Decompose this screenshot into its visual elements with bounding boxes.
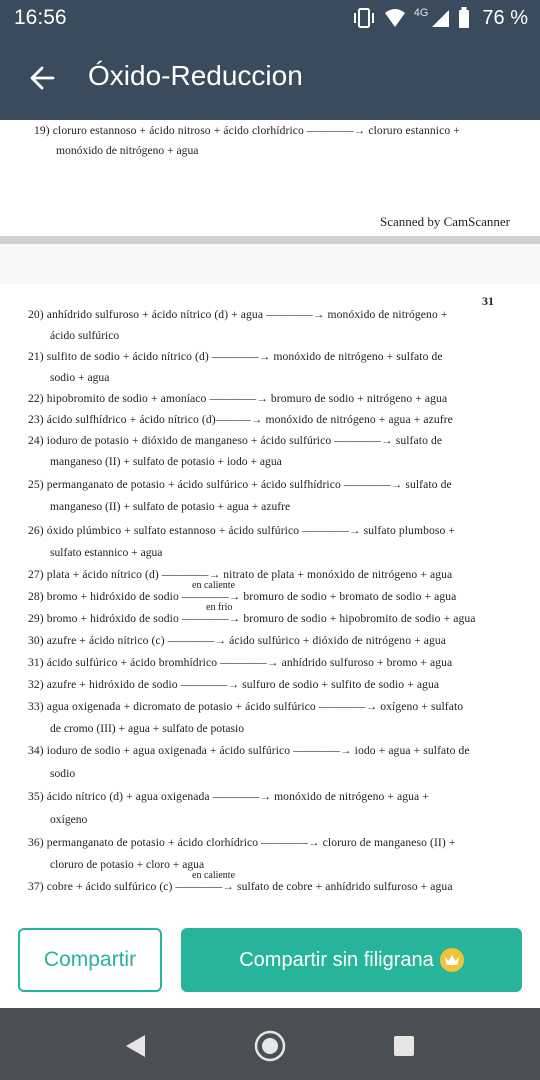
equation-line: 27) plata + ácido nítrico (d) ————→ nitrato de plata + monóxido de nitrógeno + agua (28, 568, 453, 581)
equation-line: sodio + agua (50, 371, 110, 384)
equation-line: 19) cloruro estannoso + ácido nitroso + ácido clorhídrico ————→ cloruro estannico + (34, 124, 460, 137)
equation-line: 21) sulfito de sodio + ácido nítrico (d) ————→ monóxido de nitrógeno + sulfato de (28, 350, 443, 363)
equation-line: oxígeno (50, 813, 88, 826)
share-button[interactable]: Compartir (18, 928, 162, 992)
equation-line: 30) azufre + ácido nítrico (c) ————→ ácido sulfúrico + dióxido de nitrógeno + agua (28, 634, 447, 647)
back-arrow-icon (29, 65, 55, 91)
equation-line: 23) ácido sulfhídrico + ácido nítrico (d)———→ monóxido de nitrógeno + agua + azufre (28, 413, 453, 426)
equation-line: manganeso (II) + sulfato de potasio + iodo + agua (50, 455, 282, 468)
wifi-icon (384, 8, 406, 28)
signal-icon (430, 8, 450, 28)
share-without-watermark-label: Compartir sin filigrana (239, 948, 434, 971)
equation-line: 35) ácido nítrico (d) + agua oxigenada ————→ monóxido de nitrógeno + agua + (28, 790, 429, 803)
share-footer (0, 908, 540, 1008)
equation-line: 33) agua oxigenada + dicromato de potasio + ácido sulfúrico ————→ oxígeno + sulfato (28, 700, 464, 713)
equation-line: ácido sulfúrico (50, 329, 120, 342)
arrow-label: en frío (206, 602, 233, 613)
battery-icon (458, 7, 470, 29)
equation-line: 24) ioduro de potasio + dióxido de manganeso + ácido sulfúrico ————→ sulfato de (28, 434, 443, 447)
equation-line: manganeso (II) + sulfato de potasio + agua + azufre (50, 500, 291, 513)
nav-recents-button[interactable] (386, 1028, 422, 1064)
equation-line: 31) ácido sulfúrico + ácido bromhídrico ————→ anhídrido sulfuroso + bromo + agua (28, 656, 453, 669)
scanned-by-label: Scanned by CamScanner (380, 214, 510, 229)
nav-home-button[interactable] (252, 1028, 288, 1064)
equation-line: 22) hipobromito de sodio + amoníaco ————→ bromuro de sodio + nitrógeno + agua (28, 392, 448, 405)
equation-line: monóxido de nitrógeno + agua (56, 144, 199, 157)
arrow-label: en caliente (192, 580, 236, 591)
page-separator (0, 236, 540, 244)
equation-line: 20) anhídrido sulfuroso + ácido nítrico (d) + agua ————→ monóxido de nitrógeno + (28, 308, 448, 321)
document-page-1 (0, 120, 540, 236)
equation-line: 29) bromo + hidróxido de sodio ————→ bromuro de sodio + hipobromito de sodio + agua (28, 612, 476, 625)
battery-percent: 76 % (482, 6, 528, 29)
arrow-label: en caliente (192, 870, 236, 881)
equation-line: 36) permanganato de potasio + ácido clorhídrico ————→ cloruro de manganeso (II) + (28, 836, 456, 849)
equation-line: 26) óxido plúmbico + sulfato estannoso + ácido sulfúrico ————→ sulfato plumboso + (28, 524, 456, 537)
vibrate-icon (352, 7, 376, 29)
app-bar (0, 36, 540, 120)
back-button[interactable] (22, 58, 62, 98)
status-icons (352, 5, 528, 31)
equation-line: 25) permanganato de potasio + ácido sulfúrico + ácido sulfhídrico ————→ sulfato de (28, 478, 452, 491)
equation-line: 34) ioduro de sodio + agua oxigenada + ácido sulfúrico ————→ iodo + agua + sulfato de (28, 744, 470, 757)
equation-line: 28) bromo + hidróxido de sodio ————→ bromuro de sodio + bromato de sodio + agua (28, 590, 457, 603)
page-number: 31 (482, 294, 494, 308)
equation-line: 37) cobre + ácido sulfúrico (c) ————→ sulfato de cobre + anhídrido sulfuroso + agua (28, 880, 453, 893)
document-page-2 (0, 284, 540, 908)
page-gap (0, 244, 540, 284)
home-circle-icon (253, 1029, 287, 1063)
crown-icon (440, 948, 464, 972)
equation-line: sodio (50, 767, 76, 780)
network-type: 4G (413, 7, 429, 19)
system-nav-bar (0, 1008, 540, 1080)
share-without-watermark-button[interactable] (181, 928, 522, 992)
status-time: 16:56 (14, 6, 67, 29)
recents-square-icon (392, 1034, 416, 1058)
nav-back-button[interactable] (117, 1028, 153, 1064)
back-triangle-icon (123, 1033, 147, 1059)
page-title: Óxido-Reduccion (88, 60, 303, 91)
document-viewer[interactable] (0, 120, 540, 908)
equation-line: cloruro de potasio + cloro + agua (50, 858, 205, 871)
status-bar (0, 0, 540, 36)
equation-line: sulfato estannico + agua (50, 546, 163, 559)
equation-line: 32) azufre + hidróxido de sodio ————→ sulfuro de sodio + sulfito de sodio + agua (28, 678, 440, 691)
equation-line: de cromo (III) + agua + sulfato de potasio (50, 722, 245, 735)
